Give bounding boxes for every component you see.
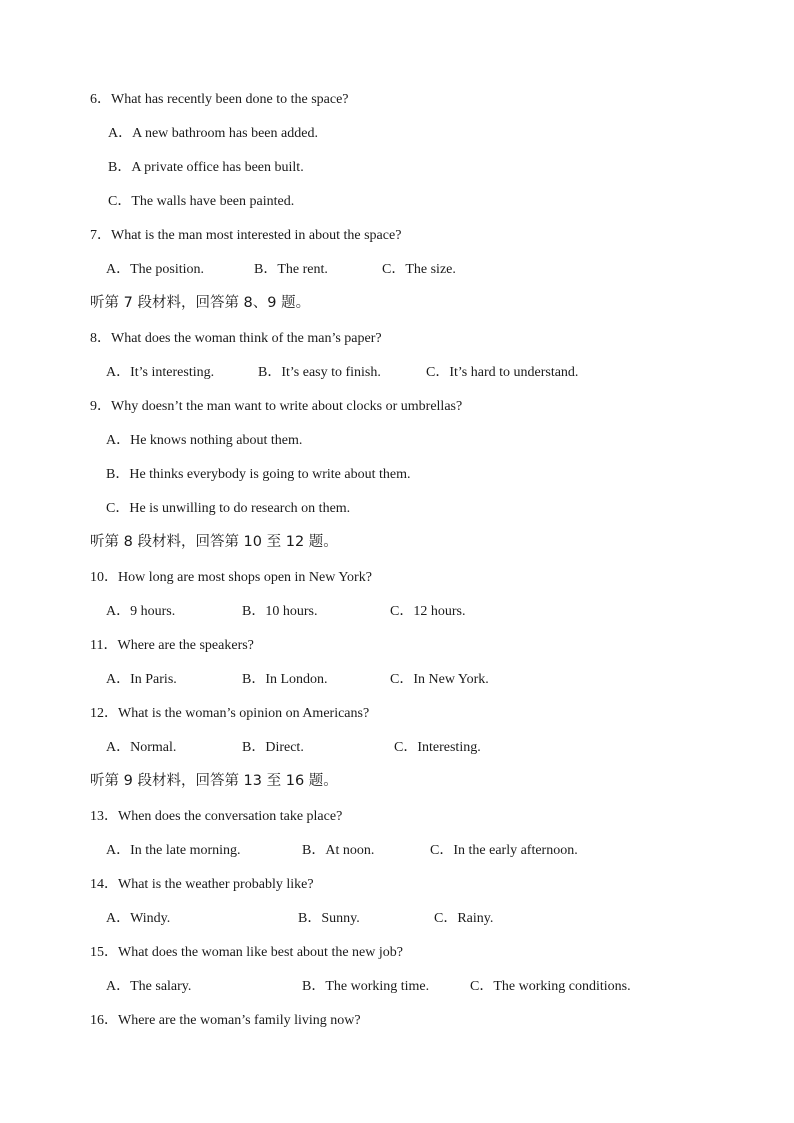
question-14-option-c: C．Rainy. xyxy=(434,911,494,926)
question-13-option-a: A．In the late morning. xyxy=(106,843,241,858)
question-12-option-c: C．Interesting. xyxy=(394,740,481,755)
question-7-option-a: A．The position. xyxy=(106,262,204,277)
question-6-option-c: C．The walls have been painted. xyxy=(108,194,295,209)
question-6-stem: 6．What has recently been done to the space? xyxy=(90,92,349,107)
question-8-option-b: B．It’s easy to finish. xyxy=(258,365,381,380)
question-9-option-c: C．He is unwilling to do research on them. xyxy=(106,501,351,516)
question-10-option-c: C．12 hours. xyxy=(390,604,466,619)
question-6-option-a: A．A new bathroom has been added. xyxy=(108,126,318,141)
question-13-option-c: C．In the early afternoon. xyxy=(430,843,578,858)
question-16-stem: 16．Where are the woman’s family living now? xyxy=(90,1013,361,1028)
question-14-option-a: A．Windy. xyxy=(106,911,171,926)
question-8-option-a: A．It’s interesting. xyxy=(106,365,215,380)
question-14-stem: 14．What is the weather probably like? xyxy=(90,877,314,892)
question-10-option-a: A．9 hours. xyxy=(106,604,176,619)
question-15-option-a: A．The salary. xyxy=(106,979,192,994)
question-8-stem: 8．What does the woman think of the man’s paper? xyxy=(90,331,382,346)
question-11-option-b: B．In London. xyxy=(242,672,328,687)
section-heading-8: 听第 8 段材料，回答第 10 至 12 题。 xyxy=(90,534,338,550)
question-15-stem: 15．What does the woman like best about the new job? xyxy=(90,945,403,960)
question-9-option-b: B．He thinks everybody is going to write about them. xyxy=(106,467,411,482)
question-10-stem: 10．How long are most shops open in New York? xyxy=(90,570,372,585)
section-heading-7: 听第 7 段材料，回答第 8、9 题。 xyxy=(90,295,311,311)
question-9-option-a: A．He knows nothing about them. xyxy=(106,433,303,448)
question-15-option-b: B．The working time. xyxy=(302,979,430,994)
question-13-stem: 13．When does the conversation take place? xyxy=(90,809,343,824)
question-10-option-b: B．10 hours. xyxy=(242,604,318,619)
question-6-option-b: B．A private office has been built. xyxy=(108,160,304,175)
question-14-option-b: B．Sunny. xyxy=(298,911,360,926)
section-heading-9: 听第 9 段材料，回答第 13 至 16 题。 xyxy=(90,773,338,789)
question-7-option-b: B．The rent. xyxy=(254,262,328,277)
question-7-stem: 7．What is the man most interested in about the space? xyxy=(90,228,402,243)
question-11-stem: 11．Where are the speakers? xyxy=(90,638,254,653)
question-9-stem: 9．Why doesn’t the man want to write about clocks or umbrellas? xyxy=(90,399,463,414)
question-12-option-a: A．Normal. xyxy=(106,740,177,755)
question-7-option-c: C．The size. xyxy=(382,262,456,277)
question-11-option-a: A．In Paris. xyxy=(106,672,177,687)
question-13-option-b: B．At noon. xyxy=(302,843,375,858)
question-12-option-b: B．Direct. xyxy=(242,740,304,755)
question-11-option-c: C．In New York. xyxy=(390,672,489,687)
question-8-option-c: C．It’s hard to understand. xyxy=(426,365,579,380)
question-12-stem: 12．What is the woman’s opinion on Americans? xyxy=(90,706,370,721)
question-15-option-c: C．The working conditions. xyxy=(470,979,631,994)
